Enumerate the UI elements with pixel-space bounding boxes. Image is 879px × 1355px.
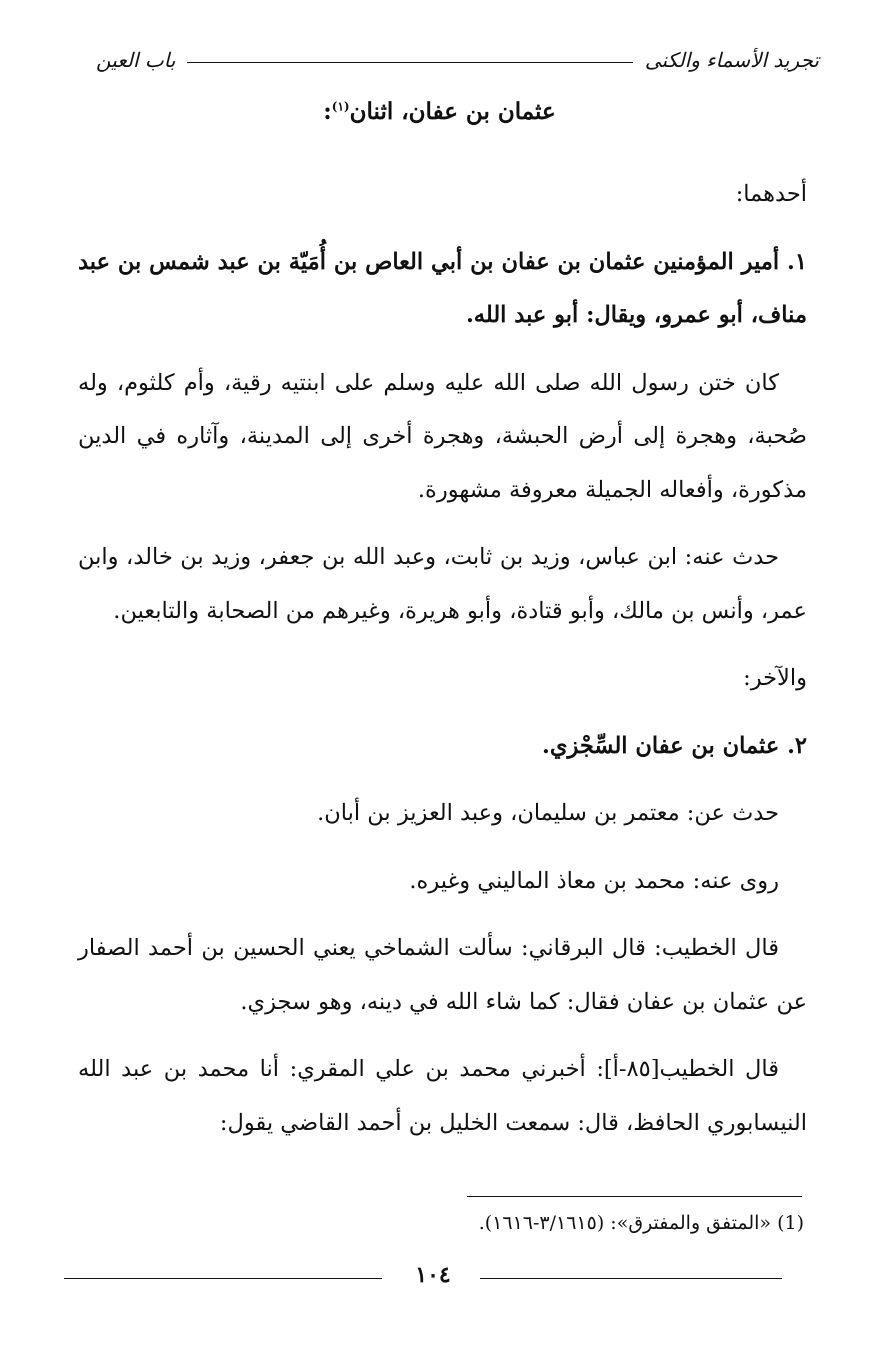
chapter-title: باب العين — [96, 48, 176, 72]
paragraph-entry-1-bio: كان ختن رسول الله صلى الله عليه وسلم على ابنتيه رقية، وأم كلثوم، وله صُحبة، وهجرة إلى أرض الحبشة، وهجرة أخرى إلى المدينة، وآثاره في الدين مذكورة، وأفعاله الجميلة معروفة مشهورة. — [78, 369, 807, 503]
footnote-marker: (١) — [331, 99, 350, 114]
paragraph-khatib-quote-1: قال الخطيب: قال البرقاني: سألت الشماخي يعني الحسين بن أحمد الصفار عن عثمان بن عفان فقال: كما شاء الله في دينه، وهو سجزي. — [78, 935, 807, 1015]
page-number: ١٠٤ — [415, 1262, 451, 1288]
paragraph-entry-2-students: روى عنه: محمد بن معاذ الماليني وغيره. — [409, 867, 779, 894]
footer-rule-right — [480, 1278, 782, 1279]
header-rule — [187, 62, 632, 63]
footer-rule-left — [64, 1278, 382, 1279]
running-header — [96, 40, 819, 80]
footnote: (1) «المتفق والمفترق»: (٣/١٦١٥-١٦١٦). — [478, 1212, 804, 1234]
paragraph-khatib-quote-2: قال الخطيب[٨٥-أ]: أخبرني محمد بن علي المقري: أنا محمد بن عبد الله النيسابوري الحافظ، قال: سمعت الخليل بن أحمد القاضي يقول: — [78, 1056, 807, 1136]
paragraph-entry-1-heading: ١. أمير المؤمنين عثمان بن عفان بن أبي العاص بن أُمَيّة بن عبد شمس بن عبد مناف، أبو عمرو، ويقال: أبو عبد الله. — [78, 248, 807, 328]
paragraph-entry-2-teachers: حدث عن: معتمر بن سليمان، وعبد العزيز بن أبان. — [317, 800, 779, 826]
entry-heading — [0, 98, 879, 125]
paragraph-entry-2-heading: ٢. عثمان بن عفان السِّجْزي. — [542, 732, 807, 759]
book-title: تجريد الأسماء والكنى — [644, 48, 819, 72]
paragraph-second-label: والآخر: — [743, 665, 807, 691]
entry-heading-text: عثمان بن عفان، اثنان — [349, 98, 556, 125]
footnote-separator — [467, 1196, 802, 1197]
main-text — [78, 168, 807, 1150]
paragraph-entry-1-narrators: حدث عنه: ابن عباس، وزيد بن ثابت، وعبد الله بن جعفر، وزيد بن خالد، وابن عمر، وأنس بن مالك، وأبو قتادة، وأبو هريرة، وغيرهم من الصحابة والتابعين. — [78, 544, 807, 624]
entry-heading-colon: : — [323, 98, 332, 125]
paragraph-first-label: أحدهما: — [735, 181, 807, 207]
